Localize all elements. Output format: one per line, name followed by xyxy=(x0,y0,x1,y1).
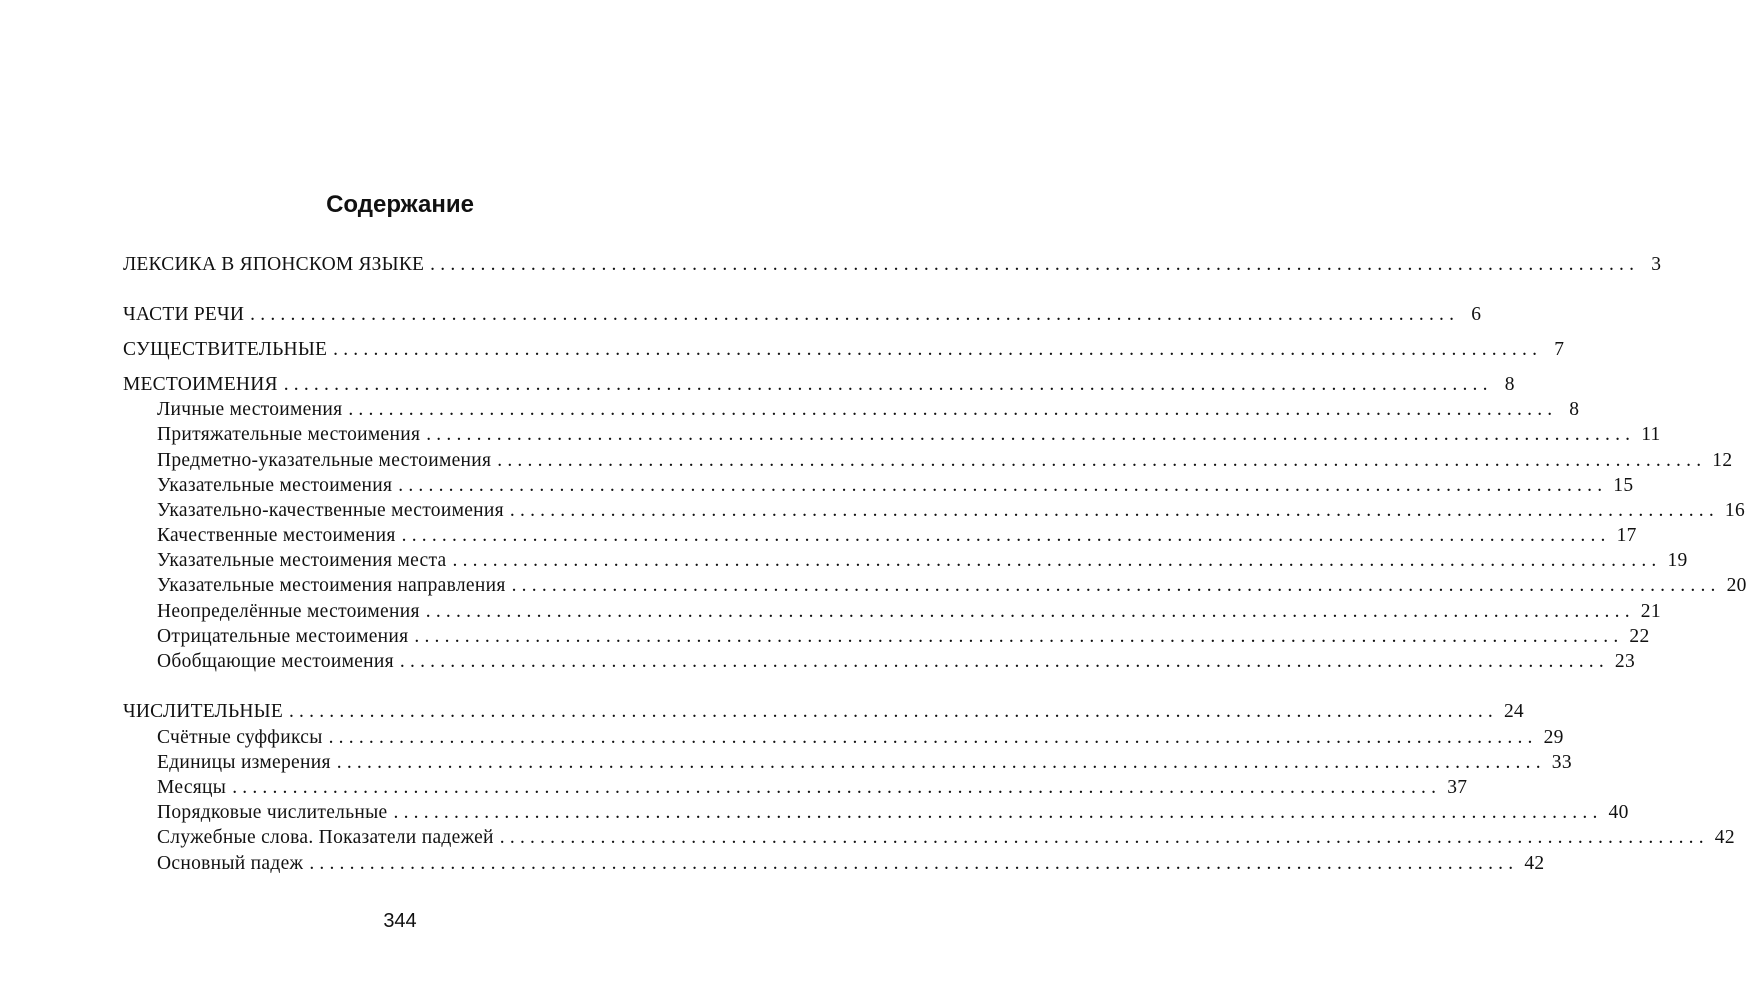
toc-entry-label: ЛЕКСИКА В ЯПОНСКОМ ЯЗЫКЕ xyxy=(123,254,425,275)
toc-dot-leader: ........................................................................................................................ xyxy=(250,304,1460,325)
toc-entry-page: 23 xyxy=(1614,651,1636,672)
toc-section-entry xyxy=(157,825,1735,851)
toc-dot-leader: ........................................................................................................................ xyxy=(393,802,1603,823)
toc-dot-leader: ........................................................................................................................ xyxy=(401,525,1611,546)
toc-dot-leader: ........................................................................................................................ xyxy=(333,339,1543,360)
toc-entry-label: СУЩЕСТВИТЕЛЬНЫЕ xyxy=(123,339,328,360)
toc-section-entry xyxy=(157,599,1661,625)
toc-entry-label: Основный падеж xyxy=(157,853,304,874)
toc-entry-page: 40 xyxy=(1608,802,1629,823)
toc-entry-label: Указательные местоимения xyxy=(157,475,393,496)
toc-entry-label: Месяцы xyxy=(157,777,227,798)
toc-entry-page: 24 xyxy=(1503,701,1524,722)
toc-entry-page: 7 xyxy=(1554,339,1565,360)
toc-entry-page: 29 xyxy=(1543,727,1564,748)
toc-section-entry xyxy=(157,498,1746,524)
toc-dot-leader: ........................................................................................................................ xyxy=(497,450,1707,471)
toc-entry-label: Служебные слова. Показатели падежей xyxy=(157,827,494,848)
toc-entry-page: 8 xyxy=(1569,399,1580,420)
toc-entry-page: 16 xyxy=(1724,500,1746,521)
toc-entry-label: Единицы измерения xyxy=(157,752,331,773)
toc-dot-leader: ........................................................................................................................ xyxy=(452,550,1662,571)
toc-section-entry xyxy=(157,397,1580,423)
toc-entry-page: 3 xyxy=(1651,254,1662,275)
toc-entry-label: Указательные местоимения места xyxy=(157,550,447,571)
toc-chapter-entry xyxy=(123,302,1482,328)
toc-entry-label: Личные местоимения xyxy=(157,399,343,420)
toc-entry-label: Счётные суффиксы xyxy=(157,727,323,748)
toc-section-entry xyxy=(157,851,1545,877)
toc-section-entry xyxy=(157,473,1634,499)
toc-entry-label: Указательные местоимения направления xyxy=(157,575,506,596)
toc-dot-leader: ........................................................................................................................ xyxy=(499,827,1709,848)
toc-section-entry xyxy=(157,422,1661,448)
toc-chapter-entry xyxy=(123,372,1515,398)
toc-entry-label: Качественные местоимения xyxy=(157,525,396,546)
toc-section-entry xyxy=(157,573,1747,599)
toc-chapter-entry xyxy=(123,337,1565,363)
toc-entry-label: Указательно-качественные местоимения xyxy=(157,500,504,521)
toc-entry-page: 20 xyxy=(1726,575,1747,596)
toc-dot-leader: ........................................................................................................................ xyxy=(425,601,1635,622)
toc-entry-page: 21 xyxy=(1640,601,1661,622)
toc-entry-page: 37 xyxy=(1447,777,1468,798)
toc-dot-leader: ........................................................................................................................ xyxy=(288,701,1498,722)
toc-entry-label: Порядковые числительные xyxy=(157,802,388,823)
page-number: 344 xyxy=(383,910,417,932)
toc-chapter-entry xyxy=(123,252,1662,278)
toc-entry-page: 42 xyxy=(1524,853,1545,874)
toc-entry-label: ЧИСЛИТЕЛЬНЫЕ xyxy=(123,701,283,722)
toc-section-entry xyxy=(157,523,1637,549)
toc-entry-page: 8 xyxy=(1504,374,1515,395)
toc-entry-label: Притяжательные местоимения xyxy=(157,424,421,445)
toc-entry-page: 22 xyxy=(1629,626,1650,647)
toc-entry-page: 6 xyxy=(1471,304,1482,325)
toc-dot-leader: ........................................................................................................................ xyxy=(511,575,1721,596)
toc-entry-label: Неопределённые местоимения xyxy=(157,601,420,622)
toc-entry-page: 17 xyxy=(1616,525,1637,546)
toc-entry-page: 19 xyxy=(1667,550,1688,571)
toc-entry-label: Обобщающие местоимения xyxy=(157,651,394,672)
toc-dot-leader: ........................................................................................................................ xyxy=(336,752,1546,773)
toc-dot-leader: ........................................................................................................................ xyxy=(509,500,1719,521)
toc-entry-label: ЧАСТИ РЕЧИ xyxy=(123,304,245,325)
toc-dot-leader: ........................................................................................................................ xyxy=(283,374,1493,395)
toc-dot-leader: ........................................................................................................................ xyxy=(328,727,1538,748)
toc-entry-label: Отрицательные местоимения xyxy=(157,626,409,647)
toc-dot-leader: ........................................................................................................................ xyxy=(309,853,1519,874)
toc-entry-page: 12 xyxy=(1712,450,1733,471)
toc-dot-leader: ........................................................................................................................ xyxy=(232,777,1442,798)
toc-section-entry xyxy=(157,800,1629,826)
toc-dot-leader: ........................................................................................................................ xyxy=(348,399,1558,420)
toc-entry-page: 33 xyxy=(1551,752,1572,773)
page-title: Содержание xyxy=(326,191,474,218)
toc-section-entry xyxy=(157,725,1564,751)
toc-section-entry xyxy=(157,548,1688,574)
toc-entry-page: 42 xyxy=(1714,827,1735,848)
toc-entry-page: 11 xyxy=(1641,424,1661,445)
toc-chapter-entry xyxy=(123,699,1524,725)
toc-dot-leader: ........................................................................................................................ xyxy=(426,424,1636,445)
toc-section-entry xyxy=(157,624,1650,650)
toc-dot-leader: ........................................................................................................................ xyxy=(414,626,1624,647)
toc-entry-label: МЕСТОИМЕНИЯ xyxy=(123,374,278,395)
toc-section-entry xyxy=(157,649,1636,675)
toc-section-entry xyxy=(157,448,1733,474)
toc-dot-leader: ........................................................................................................................ xyxy=(430,254,1640,275)
toc-section-entry xyxy=(157,775,1468,801)
toc-dot-leader: ........................................................................................................................ xyxy=(398,475,1608,496)
toc-section-entry xyxy=(157,750,1572,776)
toc-entry-page: 15 xyxy=(1613,475,1634,496)
toc-entry-label: Предметно-указательные местоимения xyxy=(157,450,492,471)
toc-dot-leader: ........................................................................................................................ xyxy=(399,651,1609,672)
